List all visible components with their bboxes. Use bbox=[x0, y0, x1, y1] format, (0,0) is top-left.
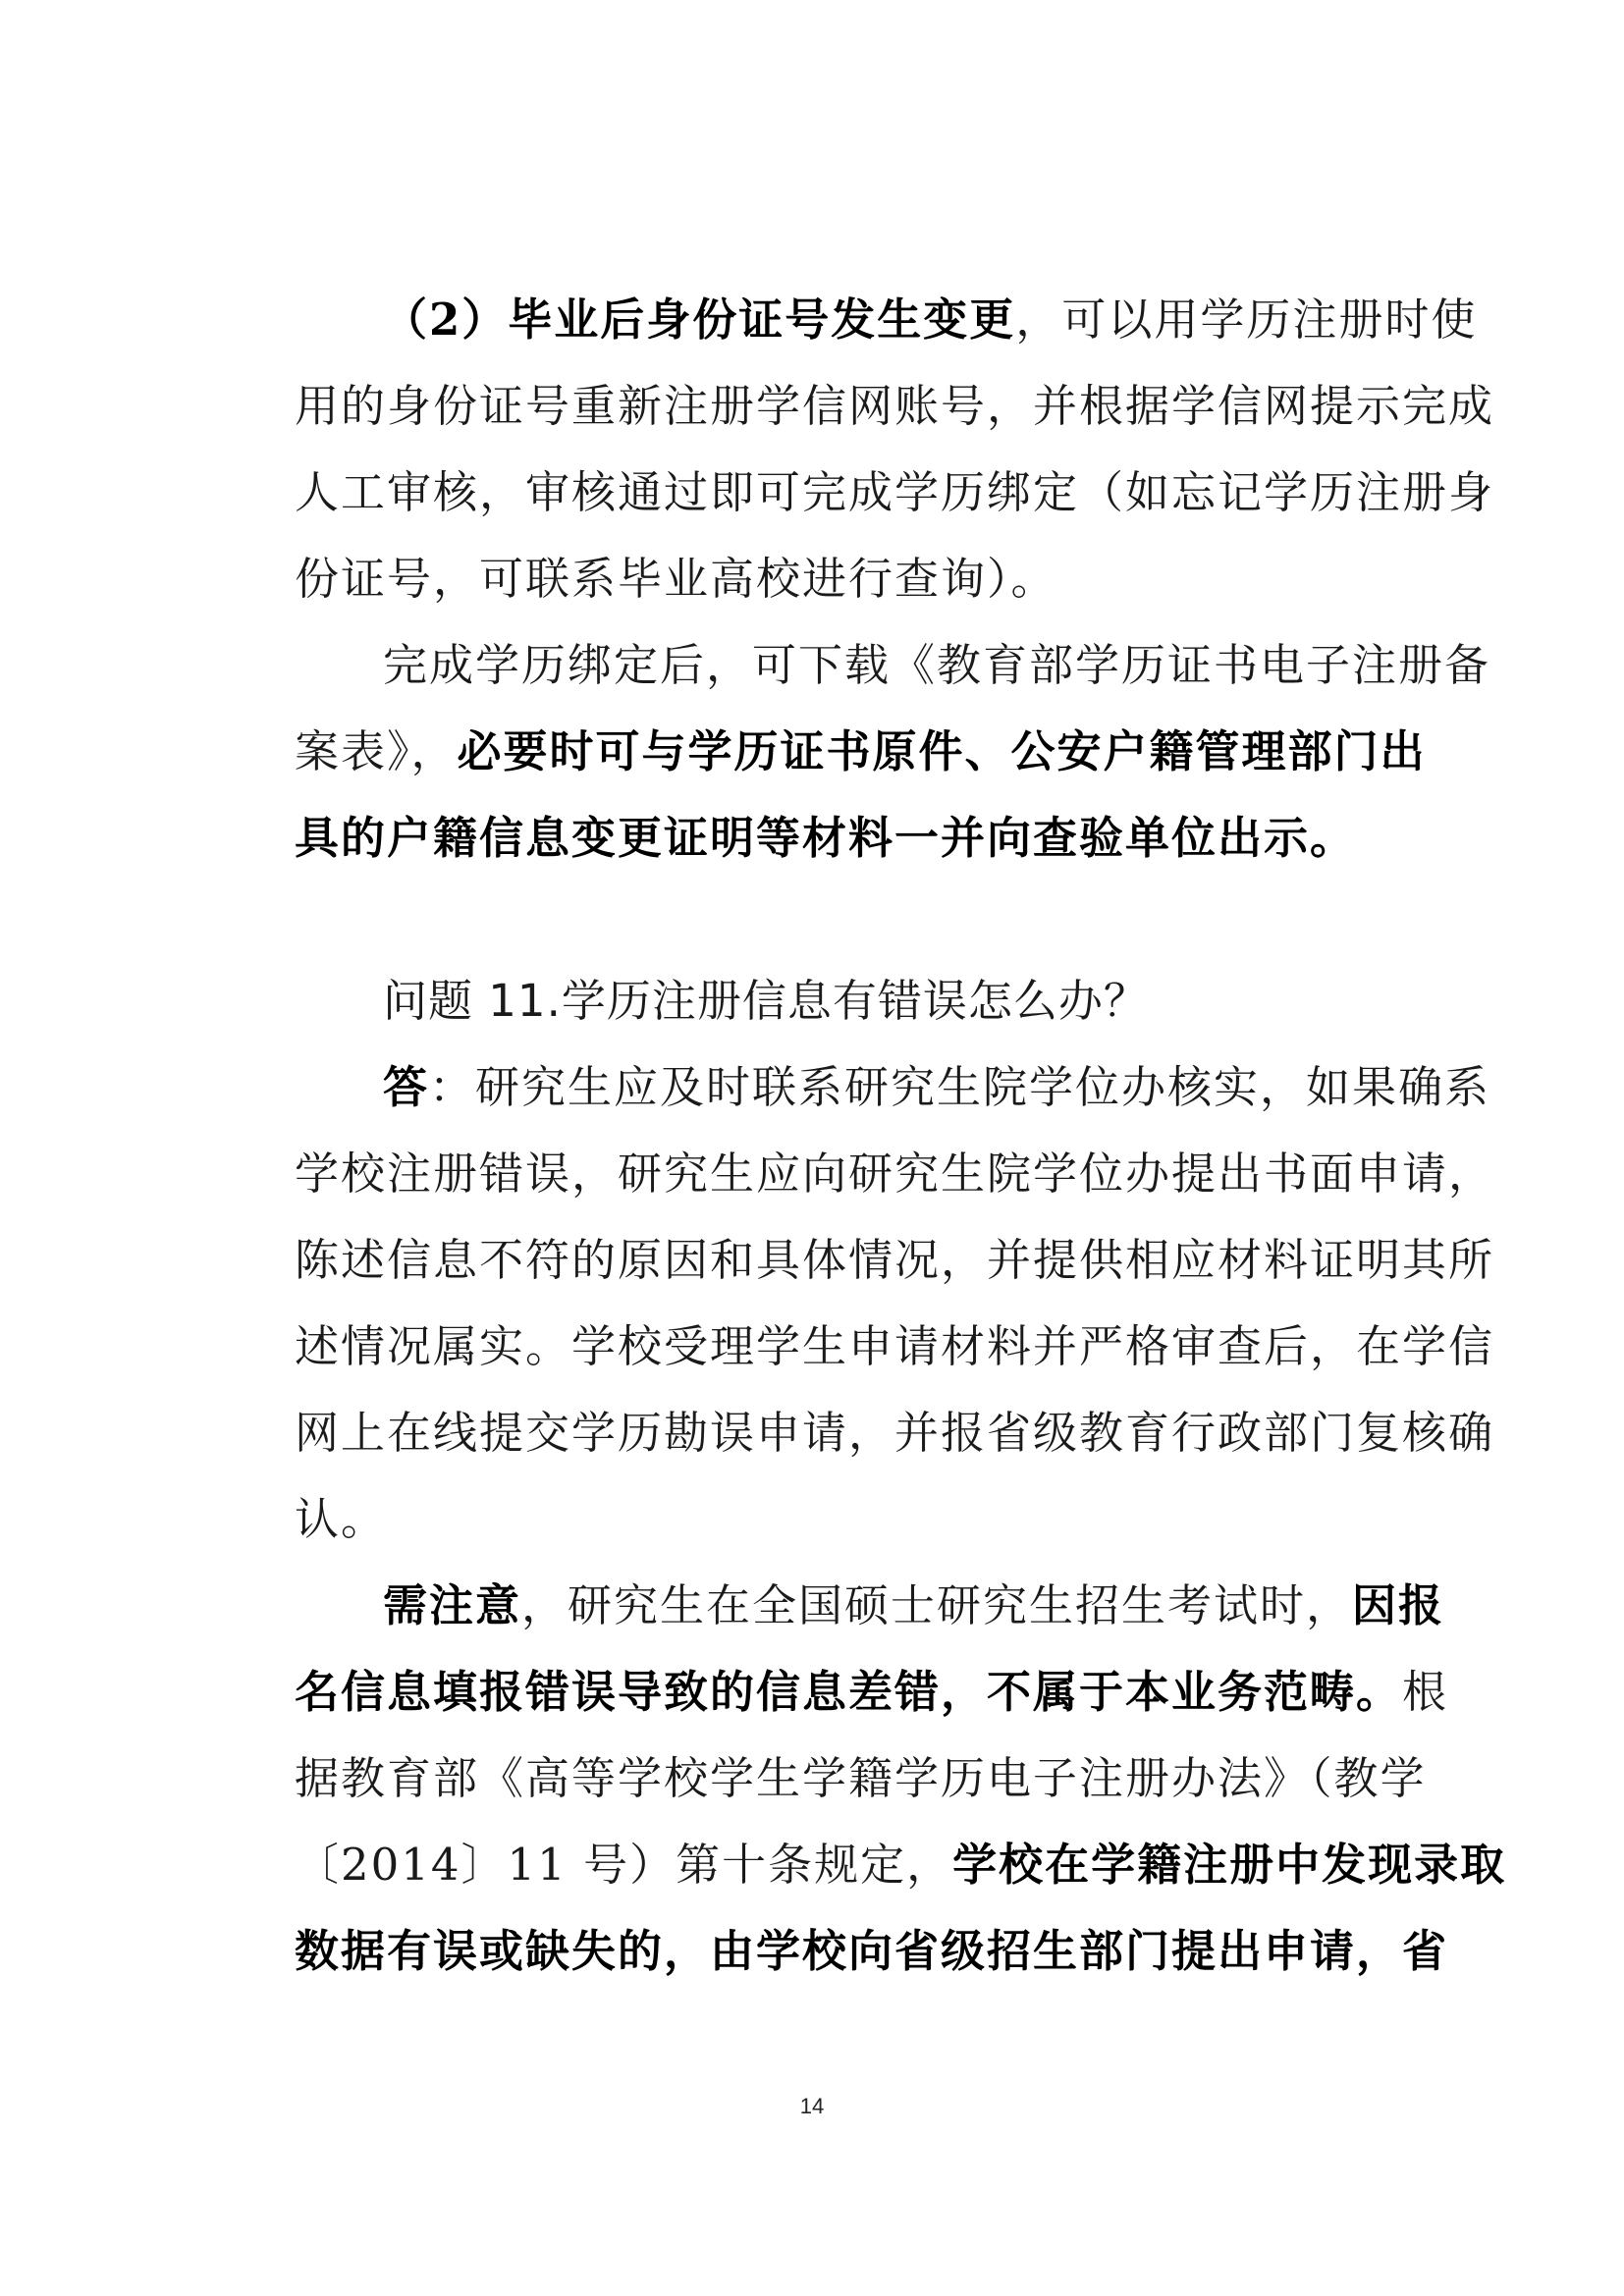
answer-label: 答 bbox=[383, 1061, 430, 1113]
paragraph-line: 用的身份证号重新注册学信网账号，并根据学信网提示完成 bbox=[295, 380, 1495, 432]
paragraph-line: 〔2014〕11 号）第十条规定，学校在学籍注册中发现录取 bbox=[295, 1839, 1507, 1891]
bold-text: 名信息填报错误导致的信息差错，不属于本业务范畴。 bbox=[295, 1666, 1403, 1718]
question-heading: 问题 11.学历注册信息有错误怎么办？ bbox=[383, 975, 1149, 1027]
bold-text: 需注意 bbox=[383, 1579, 522, 1631]
paragraph-line: 学校注册错误，研究生应向研究生院学位办提出书面申请， bbox=[295, 1148, 1495, 1200]
paragraph-line: 需注意，研究生在全国硕士研究生招生考试时，因报 bbox=[383, 1579, 1445, 1631]
paragraph-line: 认。 bbox=[295, 1493, 388, 1545]
paragraph-line: 陈述信息不符的原因和具体情况，并提供相应材料证明其所 bbox=[295, 1234, 1495, 1286]
paragraph-line: 具的户籍信息变更证明等材料一并向查验单位出示。 bbox=[295, 812, 1357, 864]
bold-text: （2）毕业后身份证号发生变更 bbox=[383, 294, 1016, 346]
bold-text: 必要时可与学历证书原件、公安户籍管理部门出 bbox=[457, 725, 1427, 777]
paragraph-line: 述情况属实。学校受理学生申请材料并严格审查后，在学信 bbox=[295, 1320, 1495, 1372]
paragraph-line: 据教育部《高等学校学生学籍学历电子注册办法》（教学 bbox=[295, 1752, 1427, 1804]
paragraph-line: 数据有误或缺失的，由学校向省级招生部门提出申请，省 bbox=[295, 1925, 1449, 1977]
paragraph-line: 答：研究生应及时联系研究生院学位办核实，如果确系 bbox=[383, 1061, 1491, 1113]
paragraph-line: 网上在线提交学历勘误申请，并报省级教育行政部门复核确 bbox=[295, 1407, 1495, 1459]
page-number: 14 bbox=[799, 2094, 825, 2118]
bold-text: 学校在学籍注册中发现录取 bbox=[952, 1839, 1507, 1891]
paragraph-line: 案表》，必要时可与学历证书原件、公安户籍管理部门出 bbox=[295, 725, 1427, 777]
paragraph-line: 完成学历绑定后，可下载《教育部学历证书电子注册备 bbox=[383, 639, 1491, 691]
paragraph-line: 份证号，可联系毕业高校进行查询）。 bbox=[295, 553, 1057, 605]
paragraph-line: 名信息填报错误导致的信息差错，不属于本业务范畴。根 bbox=[295, 1666, 1449, 1718]
paragraph-line: 人工审核，审核通过即可完成学历绑定（如忘记学历注册身 bbox=[295, 466, 1495, 518]
paragraph-line: （2）毕业后身份证号发生变更，可以用学历注册时使 bbox=[383, 294, 1478, 346]
